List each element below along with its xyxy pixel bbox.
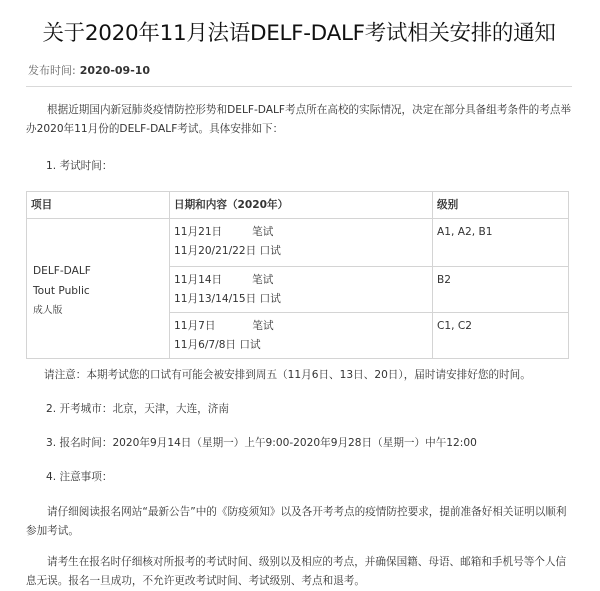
publish-meta bbox=[26, 62, 572, 86]
project-name: DELF-DALF bbox=[33, 264, 91, 277]
written-date: 11月7日 bbox=[174, 320, 216, 332]
table-row bbox=[27, 219, 569, 267]
header-level: 级别 bbox=[433, 192, 569, 219]
header-date-content: 日期和内容（2020年） bbox=[170, 192, 433, 219]
date-cell bbox=[170, 219, 433, 267]
header-project: 项目 bbox=[27, 192, 170, 219]
date-cell bbox=[170, 267, 433, 313]
section-4-heading: 4. 注意事项： bbox=[46, 471, 113, 483]
project-version: 成人版 bbox=[33, 304, 63, 316]
section-3-registration: 3. 报名时间：2020年9月14日（星期一）上午9:00-2020年9月28日（星期一）中午12:00 bbox=[46, 437, 477, 449]
date-cell bbox=[170, 313, 433, 359]
project-audience: Tout Public bbox=[33, 284, 90, 297]
intro-paragraph: 根据近期国内新冠肺炎疫情防控形势和DELF-DALF考点所在高校的实际情况，决定在部分具备组考条件的考点举办2020年11月份的DELF-DALF考试。具体安排如下： bbox=[26, 104, 572, 135]
notice-paragraph-2: 请考生在报名时仔细核对所报考的考试时间、级别以及相应的考点，并确保国籍、母语、邮箱和手机号等个人信息无误。报名一旦成功，不允许更改考试时间、考试级别、考点和退考。 bbox=[26, 556, 567, 587]
oral-dates: 11月20/21/22日 口试 bbox=[174, 245, 281, 257]
page-title: 关于2020年11月法语DELF-DALF考试相关安排的通知 bbox=[42, 21, 556, 46]
publish-label: 发布时间: bbox=[28, 64, 76, 77]
oral-dates: 11月6/7/8日 口试 bbox=[174, 339, 261, 351]
exam-schedule-table bbox=[26, 191, 569, 359]
publish-date: 2020-09-10 bbox=[79, 64, 151, 77]
divider bbox=[26, 86, 572, 87]
written-label: 笔试 bbox=[252, 274, 274, 286]
level-cell: C1, C2 bbox=[433, 313, 569, 359]
oral-dates: 11月13/14/15日 口试 bbox=[174, 293, 281, 305]
written-label: 笔试 bbox=[252, 320, 274, 332]
section-1-heading: 1. 考试时间： bbox=[46, 160, 113, 172]
written-date: 11月21日 bbox=[174, 226, 223, 238]
oral-exam-note: 请注意：本期考试您的口试有可能会被安排到周五（11月6日、13日、20日），届时请安排好您的时间。 bbox=[44, 369, 531, 381]
level-cell: A1, A2, B1 bbox=[433, 219, 569, 267]
notice-paragraph-1: 请仔细阅读报名网站“最新公告”中的《防疫须知》以及各开考考点的疫情防控要求，提前准备好相关证明以顺利参加考试。 bbox=[26, 506, 567, 537]
table-header-row bbox=[27, 192, 569, 219]
written-date: 11月14日 bbox=[174, 274, 223, 286]
section-2-cities: 2. 开考城市：北京，天津，大连，济南 bbox=[46, 403, 229, 415]
project-cell bbox=[27, 219, 170, 359]
written-label: 笔试 bbox=[252, 226, 274, 238]
level-cell: B2 bbox=[433, 267, 569, 313]
